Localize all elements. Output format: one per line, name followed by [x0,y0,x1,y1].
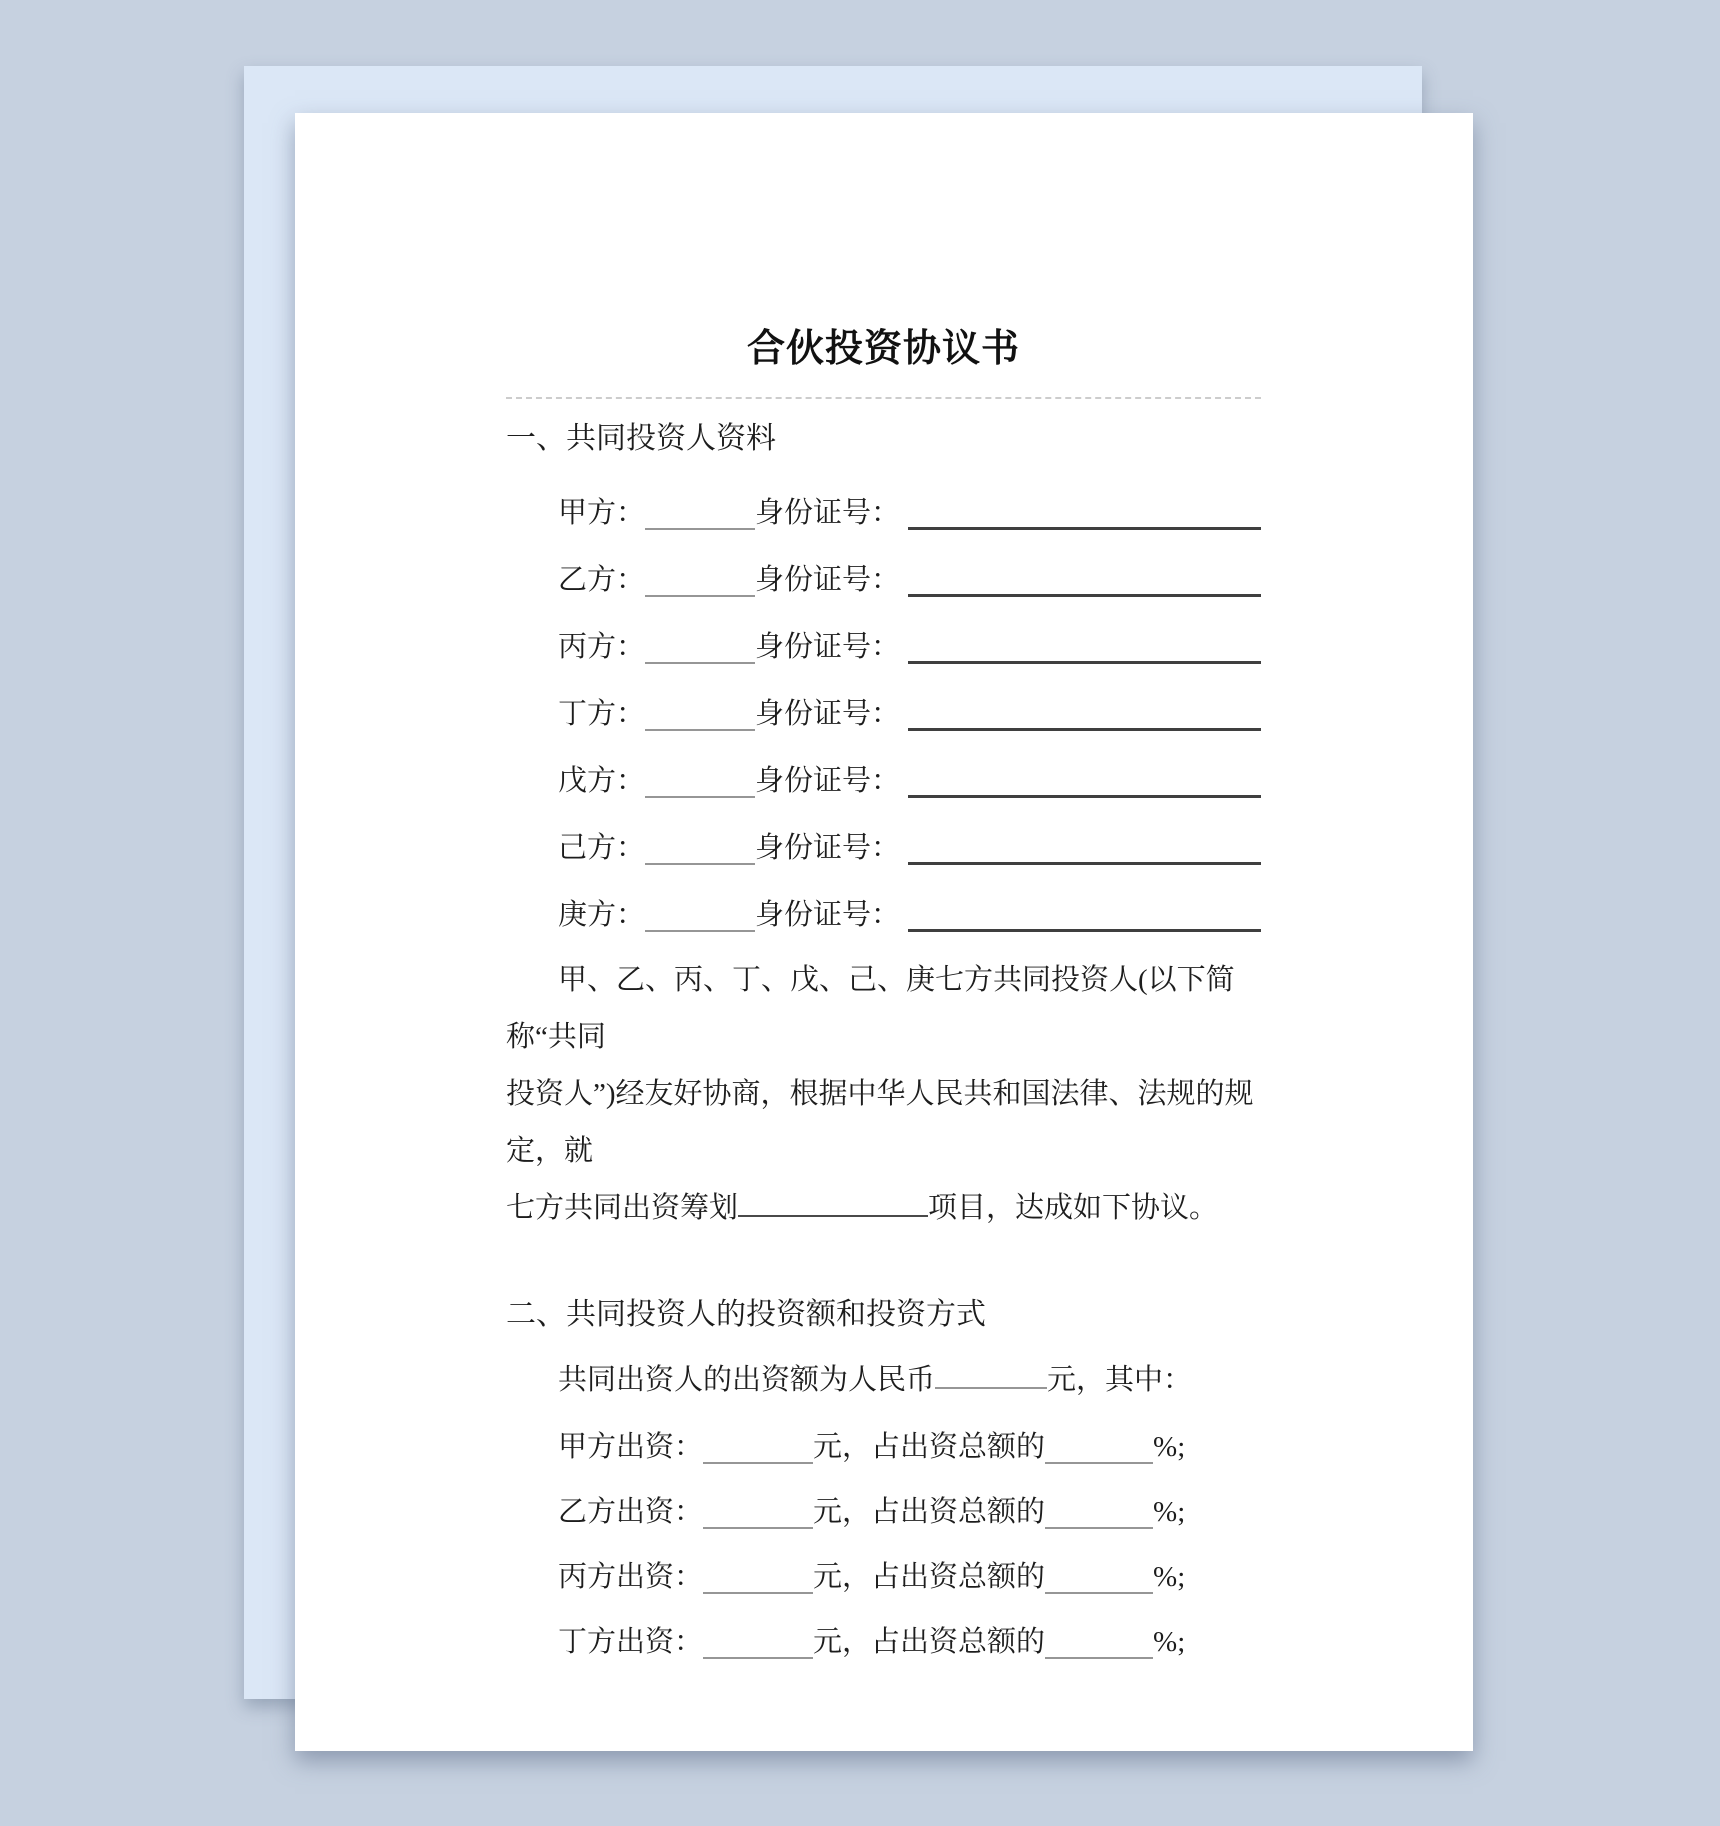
id-number-blank [908,862,1261,865]
id-number-blank [908,728,1261,731]
id-label: 身份证号： [755,898,901,931]
paragraph-line-1: 甲、乙、丙、丁、戊、己、庚七方共同投资人(以下简称“共同 [506,964,1235,1053]
intro-paragraph [506,952,1261,1237]
party-row-ding [506,674,1261,741]
title-dashed-divider [506,397,1261,399]
id-label: 身份证号： [755,764,901,797]
party-name-blank [645,528,755,530]
party-label: 乙方： [558,563,646,596]
percent-suffix: %; [1153,1625,1186,1658]
total-amount-after: 元，其中： [1047,1364,1193,1396]
total-amount-blank [935,1387,1047,1389]
party-row-ji [506,808,1261,875]
party-name-blank [645,930,755,932]
contribution-percent-blank [1045,1527,1153,1529]
contribution-rows [506,1409,1261,1669]
id-number-blank [908,661,1261,664]
party-label: 庚方： [558,898,646,931]
party-label: 己方： [558,831,646,864]
contribution-amount-blank [703,1462,813,1464]
party-name-blank [645,729,755,731]
contribution-percent-blank [1045,1657,1153,1659]
percent-suffix: %; [1153,1560,1186,1593]
party-name-blank [645,595,755,597]
paragraph-line-3-after: 项目，达成如下协议。 [928,1192,1219,1224]
section-1-heading: 一、共同投资人资料 [506,422,776,455]
percent-suffix: %; [1153,1430,1186,1463]
document-content [506,325,1261,1669]
contribution-label: 丙方出资： [558,1560,704,1593]
id-label: 身份证号： [755,563,901,596]
paragraph-line-3-before: 七方共同出资筹划 [506,1192,739,1224]
document-page [295,113,1473,1751]
party-label: 丁方： [558,697,646,730]
party-row-geng [506,875,1261,942]
party-name-blank [645,662,755,664]
section-2-heading: 二、共同投资人的投资额和投资方式 [506,1298,986,1331]
party-label: 甲方： [558,496,646,529]
contribution-amount-blank [703,1592,813,1594]
contribution-mid-label: 元，占出资总额的 [813,1625,1046,1658]
id-number-blank [908,527,1261,530]
contribution-row-ding [506,1604,1261,1669]
party-name-blank [645,863,755,865]
party-row-yi [506,540,1261,607]
paragraph-line-3 [506,1180,1261,1237]
party-rows [506,473,1261,942]
contribution-percent-blank [1045,1462,1153,1464]
paragraph-line-2: 投资人”)经友好协商，根据中华人民共和国法律、法规的规定，就 [506,1078,1254,1167]
party-row-bing [506,607,1261,674]
project-name-blank [738,1215,928,1217]
contribution-percent-blank [1045,1592,1153,1594]
total-amount-line [506,1359,1261,1401]
document-title: 合伙投资协议书 [746,328,1020,370]
contribution-label: 乙方出资： [558,1495,704,1528]
percent-suffix: %; [1153,1495,1186,1528]
contribution-amount-blank [703,1527,813,1529]
party-label: 戊方： [558,764,646,797]
contribution-row-yi [506,1474,1261,1539]
contribution-label: 丁方出资： [558,1625,704,1658]
id-number-blank [908,929,1261,932]
id-label: 身份证号： [755,831,901,864]
party-label: 丙方： [558,630,646,663]
id-label: 身份证号： [755,630,901,663]
id-number-blank [908,594,1261,597]
party-row-jia [506,473,1261,540]
contribution-label: 甲方出资： [558,1430,704,1463]
contribution-mid-label: 元，占出资总额的 [813,1495,1046,1528]
contribution-amount-blank [703,1657,813,1659]
party-name-blank [645,796,755,798]
contribution-mid-label: 元，占出资总额的 [813,1430,1046,1463]
contribution-mid-label: 元，占出资总额的 [813,1560,1046,1593]
id-label: 身份证号： [755,496,901,529]
total-amount-before: 共同出资人的出资额为人民币 [558,1364,936,1396]
contribution-row-jia [506,1409,1261,1474]
id-number-blank [908,795,1261,798]
id-label: 身份证号： [755,697,901,730]
contribution-row-bing [506,1539,1261,1604]
party-row-wu [506,741,1261,808]
